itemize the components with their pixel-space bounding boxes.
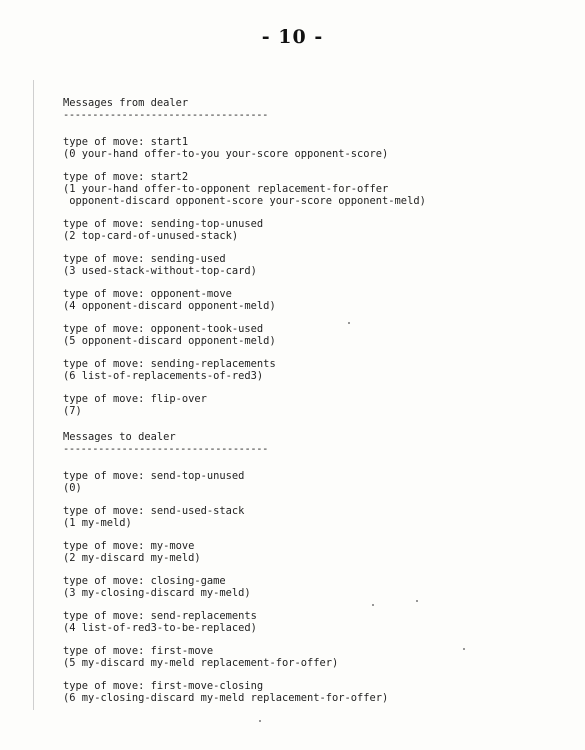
message-entry <box>63 505 563 529</box>
message-format-line: (2 top-card-of-unused-stack) <box>63 230 239 242</box>
move-type-line: type of move: closing-game <box>63 575 226 587</box>
message-entry <box>63 253 563 277</box>
move-type-line: type of move: start2 <box>63 171 189 183</box>
move-type-line: type of move: flip-over <box>63 393 207 405</box>
move-type-line: type of move: first-move <box>63 645 214 657</box>
move-type-line: type of move: sending-replacements <box>63 358 276 370</box>
message-format-line: opponent-discard opponent-score your-score opponent-meld) <box>63 195 426 207</box>
message-format-line: (3 used-stack-without-top-card) <box>63 265 257 277</box>
move-type-line: type of move: sending-used <box>63 253 226 265</box>
message-entry <box>63 288 563 312</box>
move-type-line: type of move: sending-top-unused <box>63 218 264 230</box>
message-entry <box>63 610 563 634</box>
message-entry <box>63 358 563 382</box>
message-format-line: (3 my-closing-discard my-meld) <box>63 587 251 599</box>
message-format-line: (4 list-of-red3-to-be-replaced) <box>63 622 257 634</box>
message-format-line: (5 my-discard my-meld replacement-for-offer) <box>63 657 339 669</box>
move-type-line: type of move: my-move <box>63 540 195 552</box>
message-format-line: (7) <box>63 405 82 417</box>
section-heading: Messages to dealer <box>63 431 176 443</box>
section-rule: ----------------------------------- <box>63 109 268 121</box>
message-format-line: (0 your-hand offer-to-you your-score opponent-score) <box>63 148 389 160</box>
message-format-line: (2 my-discard my-meld) <box>63 552 201 564</box>
message-entry <box>63 393 563 417</box>
page-margin-line <box>33 80 34 710</box>
message-format-line: (6 list-of-replacements-of-red3) <box>63 370 264 382</box>
section-messages-from-dealer <box>63 97 563 417</box>
message-entry <box>63 323 563 347</box>
scan-speck <box>348 322 350 324</box>
message-format-line: (5 opponent-discard opponent-meld) <box>63 335 276 347</box>
message-entry <box>63 470 563 494</box>
message-format-line: (6 my-closing-discard my-meld replacement-for-offer) <box>63 692 389 704</box>
message-entry <box>63 680 563 704</box>
message-entry <box>63 575 563 599</box>
move-type-line: type of move: send-top-unused <box>63 470 245 482</box>
message-entry <box>63 645 563 669</box>
section-heading: Messages from dealer <box>63 97 189 109</box>
move-type-line: type of move: opponent-move <box>63 288 232 300</box>
scan-speck <box>416 600 418 602</box>
message-format-line: (4 opponent-discard opponent-meld) <box>63 300 276 312</box>
section-rule: ----------------------------------- <box>63 443 268 455</box>
scan-speck <box>463 648 465 650</box>
scan-speck <box>259 720 261 722</box>
section-messages-to-dealer <box>63 431 563 704</box>
message-entry <box>63 136 563 160</box>
move-type-line: type of move: first-move-closing <box>63 680 264 692</box>
move-type-line: type of move: opponent-took-used <box>63 323 264 335</box>
page-number: - 10 - <box>261 26 324 48</box>
move-type-line: type of move: send-used-stack <box>63 505 245 517</box>
message-entry <box>63 540 563 564</box>
message-entry <box>63 171 563 207</box>
move-type-line: type of move: send-replacements <box>63 610 257 622</box>
message-format-line: (0) <box>63 482 82 494</box>
message-format-line: (1 my-meld) <box>63 517 132 529</box>
message-entry <box>63 218 563 242</box>
message-format-line: (1 your-hand offer-to-opponent replacement-for-offer <box>63 183 389 195</box>
scan-speck <box>372 604 374 606</box>
document-body <box>63 97 563 704</box>
move-type-line: type of move: start1 <box>63 136 189 148</box>
